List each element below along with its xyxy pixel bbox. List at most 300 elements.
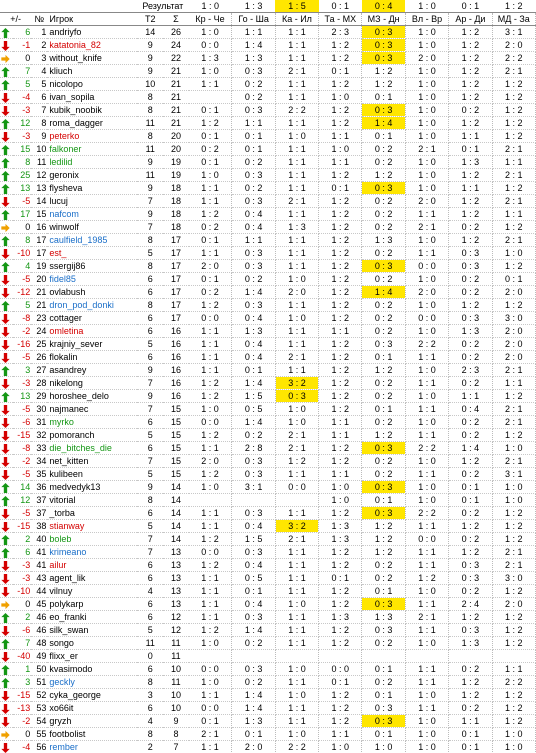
prediction-cell: 0 : 3: [232, 65, 275, 78]
sum-value: 15: [163, 442, 188, 455]
prediction-cell: 0 : 2: [232, 156, 275, 169]
trend-cell: [0, 598, 13, 611]
sum-value: 18: [163, 195, 188, 208]
prediction-cell: 0 : 3: [232, 468, 275, 481]
prediction-cell: 0 : 1: [189, 715, 232, 728]
prediction-cell: 2 : 2: [275, 741, 318, 753]
player-name: kliuch: [47, 65, 137, 78]
sum-value: 16: [163, 351, 188, 364]
table-row: [0, 234, 536, 247]
table-row: [0, 377, 536, 390]
prediction-cell: 0 : 2: [232, 637, 275, 650]
table-row: [0, 156, 536, 169]
prediction-cell: 0 : 2: [362, 221, 405, 234]
rank-number: 4: [31, 65, 47, 78]
prediction-cell: 1 : 2: [319, 273, 362, 286]
arrow-side-icon: [1, 54, 10, 64]
sum-value: 13: [163, 585, 188, 598]
t2-value: 4: [137, 715, 163, 728]
prediction-cell: 1 : 2: [492, 91, 535, 104]
prediction-cell: 0 : 3: [232, 299, 275, 312]
t2-value: 9: [137, 39, 163, 52]
t2-value: 5: [137, 468, 163, 481]
prediction-cell: 1 : 3: [319, 520, 362, 533]
table-row: [0, 104, 536, 117]
rank-number: 32: [31, 429, 47, 442]
prediction-cell: 1 : 0: [362, 741, 405, 753]
prediction-cell: 1 : 1: [189, 78, 232, 91]
prediction-cell: [232, 650, 275, 663]
player-name: eo_franki: [47, 611, 137, 624]
prediction-cell: 0 : 1: [189, 104, 232, 117]
prediction-cell: 1 : 0: [189, 637, 232, 650]
arrow-down-icon: [1, 522, 10, 532]
table-row: [0, 637, 536, 650]
t2-value: 8: [137, 234, 163, 247]
prediction-cell: 1 : 2: [362, 533, 405, 546]
arrow-up-icon: [1, 483, 10, 493]
prediction-cell: 1 : 1: [189, 585, 232, 598]
prediction-cell: 2 : 1: [275, 442, 318, 455]
sum-value: 8: [163, 728, 188, 741]
prediction-cell: 2 : 2: [405, 442, 448, 455]
prediction-cell: 0 : 3: [232, 507, 275, 520]
arrow-up-icon: [1, 171, 10, 181]
player-name: flokalin: [47, 351, 137, 364]
trend-cell: [0, 624, 13, 637]
diff-value: -15: [13, 689, 31, 702]
prediction-cell: 2 : 1: [492, 416, 535, 429]
prediction-cell: 0 : 0: [189, 702, 232, 715]
trend-cell: [0, 689, 13, 702]
arrow-side-icon: [1, 730, 10, 740]
prediction-cell: 1 : 3: [362, 234, 405, 247]
prediction-cell: 0 : 2: [449, 585, 492, 598]
t2-value: 8: [137, 299, 163, 312]
prediction-cell: 0 : 3: [232, 169, 275, 182]
trend-cell: [0, 559, 13, 572]
player-name: horoshee_delo: [47, 390, 137, 403]
trend-cell: [0, 117, 13, 130]
prediction-cell: 1 : 2: [492, 429, 535, 442]
prediction-cell: 3 : 2: [275, 520, 318, 533]
prediction-cell: 0 : 3: [362, 52, 405, 65]
prediction-cell: 1 : 1: [405, 429, 448, 442]
prediction-cell: 1 : 2: [492, 78, 535, 91]
player-name: agent_lik: [47, 572, 137, 585]
arrow-up-icon: [1, 80, 10, 90]
arrow-up-icon: [1, 639, 10, 649]
prediction-cell: 0 : 2: [449, 429, 492, 442]
prediction-cell: 1 : 2: [362, 429, 405, 442]
prediction-cell: 0 : 1: [362, 130, 405, 143]
prediction-cell: 0 : 4: [232, 312, 275, 325]
prediction-cell: 1 : 2: [319, 169, 362, 182]
player-name: omletina: [47, 325, 137, 338]
prediction-cell: 2 : 8: [232, 442, 275, 455]
player-name: cyka_george: [47, 689, 137, 702]
diff-value: 25: [13, 169, 31, 182]
table-row: [0, 143, 536, 156]
player-name: ledilid: [47, 156, 137, 169]
prediction-cell: 2 : 1: [275, 65, 318, 78]
result-cell: 1 : 5: [275, 0, 318, 13]
prediction-cell: 1 : 0: [405, 416, 448, 429]
arrow-down-icon: [1, 691, 10, 701]
t2-value: 3: [137, 689, 163, 702]
sum-value: 16: [163, 325, 188, 338]
player-name: ivan_sopila: [47, 91, 137, 104]
rank-number: 5: [31, 78, 47, 91]
trend-cell: [0, 325, 13, 338]
trend-cell: [0, 637, 13, 650]
trend-cell: [0, 546, 13, 559]
trend-cell: [0, 143, 13, 156]
prediction-cell: 1 : 2: [319, 559, 362, 572]
player-name: asandrey: [47, 364, 137, 377]
t2-value: 9: [137, 156, 163, 169]
prediction-cell: 2 : 0: [492, 351, 535, 364]
trend-cell: [0, 182, 13, 195]
arrow-up-icon: [1, 535, 10, 545]
prediction-cell: 1 : 2: [405, 572, 448, 585]
prediction-cell: 1 : 3: [232, 715, 275, 728]
trend-cell: [0, 520, 13, 533]
t2-value: 9: [137, 364, 163, 377]
diff-value: -3: [13, 377, 31, 390]
prediction-cell: 0 : 1: [189, 234, 232, 247]
t2-value: 8: [137, 130, 163, 143]
diff-value: 13: [13, 390, 31, 403]
sum-header: Σ: [163, 13, 188, 26]
prediction-cell: 0 : 0: [189, 312, 232, 325]
arrow-down-icon: [1, 41, 10, 51]
prediction-cell: 1 : 1: [405, 702, 448, 715]
rank-number: 25: [31, 338, 47, 351]
trend-cell: [0, 572, 13, 585]
prediction-cell: 1 : 1: [405, 468, 448, 481]
prediction-cell: 2 : 1: [405, 611, 448, 624]
rank-number: 51: [31, 676, 47, 689]
prediction-cell: 1 : 2: [492, 624, 535, 637]
table-row: [0, 676, 536, 689]
prediction-cell: 1 : 4: [232, 624, 275, 637]
t2-value: 8: [137, 91, 163, 104]
prediction-cell: 1 : 2: [319, 403, 362, 416]
t2-value: 7: [137, 455, 163, 468]
prediction-cell: 1 : 0: [189, 676, 232, 689]
trend-cell: [0, 130, 13, 143]
player-name: ssergij86: [47, 260, 137, 273]
sum-value: 26: [163, 26, 188, 39]
diff-value: 8: [13, 156, 31, 169]
prediction-cell: 1 : 1: [189, 611, 232, 624]
trend-cell: [0, 312, 13, 325]
player-name: polykarp: [47, 598, 137, 611]
prediction-cell: 0 : 4: [449, 403, 492, 416]
player-name: without_knife: [47, 52, 137, 65]
prediction-cell: 0 : 2: [362, 325, 405, 338]
prediction-cell: 1 : 1: [449, 182, 492, 195]
arrow-down-icon: [1, 418, 10, 428]
sum-value: 15: [163, 455, 188, 468]
rank-number: 20: [31, 273, 47, 286]
t2-value: 7: [137, 195, 163, 208]
prediction-cell: 2 : 0: [405, 286, 448, 299]
prediction-cell: 1 : 0: [319, 91, 362, 104]
prediction-cell: 1 : 1: [319, 416, 362, 429]
prediction-cell: 0 : 3: [362, 26, 405, 39]
prediction-cell: 1 : 0: [405, 494, 448, 507]
prediction-cell: 2 : 1: [275, 195, 318, 208]
prediction-cell: 1 : 2: [362, 520, 405, 533]
prediction-cell: 1 : 2: [319, 52, 362, 65]
diff-value: -6: [13, 624, 31, 637]
player-name: myrko: [47, 416, 137, 429]
prediction-cell: 1 : 1: [275, 299, 318, 312]
prediction-cell: 2 : 1: [492, 195, 535, 208]
t2-value: 5: [137, 247, 163, 260]
prediction-cell: 1 : 1: [275, 676, 318, 689]
arrow-down-icon: [1, 743, 10, 753]
diff-value: 1: [13, 663, 31, 676]
prediction-cell: 1 : 1: [405, 208, 448, 221]
result-cell: 1 : 3: [232, 0, 275, 13]
prediction-cell: 1 : 2: [449, 520, 492, 533]
prediction-cell: 0 : 5: [232, 572, 275, 585]
prediction-cell: 0 : 3: [232, 663, 275, 676]
t2-value: 2: [137, 741, 163, 753]
prediction-cell: 0 : 1: [189, 130, 232, 143]
prediction-cell: 1 : 1: [189, 338, 232, 351]
arrow-down-icon: [1, 444, 10, 454]
prediction-cell: 0 : 3: [232, 546, 275, 559]
prediction-cell: 2 : 0: [492, 598, 535, 611]
prediction-cell: 0 : 2: [232, 273, 275, 286]
sum-value: 17: [163, 299, 188, 312]
result-cell: 1 : 0: [405, 0, 448, 13]
prediction-cell: 1 : 2: [319, 260, 362, 273]
arrow-down-icon: [1, 405, 10, 415]
sum-value: 21: [163, 117, 188, 130]
trend-cell: [0, 156, 13, 169]
prediction-cell: 1 : 2: [492, 299, 535, 312]
prediction-cell: 0 : 1: [189, 273, 232, 286]
prediction-cell: 0 : 2: [362, 559, 405, 572]
prediction-cell: 1 : 0: [405, 117, 448, 130]
table-row: [0, 325, 536, 338]
table-row: [0, 585, 536, 598]
prediction-cell: 1 : 2: [319, 338, 362, 351]
prediction-cell: 1 : 1: [275, 234, 318, 247]
sum-value: 11: [163, 650, 188, 663]
prediction-cell: 1 : 4: [362, 117, 405, 130]
table-row: [0, 702, 536, 715]
diff-value: 2: [13, 611, 31, 624]
rank-number: 16: [31, 221, 47, 234]
prediction-cell: 2 : 0: [232, 741, 275, 753]
prediction-cell: 0 : 2: [449, 221, 492, 234]
rank-number: 27: [31, 364, 47, 377]
prediction-cell: 0 : 3: [362, 624, 405, 637]
table-row: [0, 182, 536, 195]
prediction-cell: 2 : 2: [492, 676, 535, 689]
player-name: ovlabush: [47, 286, 137, 299]
prediction-cell: 1 : 2: [492, 520, 535, 533]
sum-value: 16: [163, 364, 188, 377]
sum-value: 15: [163, 403, 188, 416]
prediction-cell: 2 : 2: [405, 338, 448, 351]
prediction-cell: 0 : 2: [232, 676, 275, 689]
prediction-cell: 1 : 1: [275, 546, 318, 559]
arrow-down-icon: [1, 470, 10, 480]
prediction-cell: 1 : 4: [232, 377, 275, 390]
prediction-cell: 1 : 0: [405, 299, 448, 312]
prediction-cell: 2 : 3: [319, 26, 362, 39]
diff-value: 6: [13, 26, 31, 39]
sum-value: 9: [163, 715, 188, 728]
table-row: [0, 559, 536, 572]
trend-cell: [0, 494, 13, 507]
player-name: kulibeen: [47, 468, 137, 481]
result-cell: 0 : 1: [449, 0, 492, 13]
rank-number: 24: [31, 325, 47, 338]
table-row: [0, 611, 536, 624]
arrow-up-icon: [1, 184, 10, 194]
diff-value: 2: [13, 533, 31, 546]
player-name: falkoner: [47, 143, 137, 156]
prediction-cell: 0 : 2: [362, 208, 405, 221]
prediction-cell: 1 : 0: [405, 481, 448, 494]
prediction-cell: 0 : 3: [362, 39, 405, 52]
prediction-cell: 2 : 0: [405, 195, 448, 208]
prediction-cell: 1 : 1: [189, 364, 232, 377]
prediction-cell: 0 : 0: [405, 260, 448, 273]
prediction-cell: 0 : 0: [189, 663, 232, 676]
trend-cell: [0, 91, 13, 104]
table-row: [0, 403, 536, 416]
diff-value: 7: [13, 637, 31, 650]
player-name: footbolist: [47, 728, 137, 741]
player-name: ailur: [47, 559, 137, 572]
prediction-cell: 2 : 1: [275, 429, 318, 442]
sum-value: 14: [163, 481, 188, 494]
prediction-cell: 1 : 2: [189, 429, 232, 442]
arrow-up-icon: [1, 665, 10, 675]
rank-number: 21: [31, 299, 47, 312]
t2-value: 11: [137, 169, 163, 182]
sum-value: 15: [163, 429, 188, 442]
prediction-cell: 1 : 2: [189, 377, 232, 390]
arrow-up-icon: [1, 301, 10, 311]
rank-number: 53: [31, 702, 47, 715]
prediction-cell: 0 : 2: [449, 104, 492, 117]
t2-value: 8: [137, 728, 163, 741]
prediction-cell: 1 : 2: [492, 390, 535, 403]
diff-value: 17: [13, 208, 31, 221]
prediction-cell: 1 : 0: [492, 481, 535, 494]
prediction-cell: 1 : 1: [189, 325, 232, 338]
trend-cell: [0, 65, 13, 78]
sum-value: 11: [163, 637, 188, 650]
prediction-cell: 1 : 2: [189, 117, 232, 130]
table-row: [0, 364, 536, 377]
arrow-side-icon: [1, 600, 10, 610]
prediction-cell: 1 : 2: [449, 299, 492, 312]
player-name: medvedyk13: [47, 481, 137, 494]
trend-cell: [0, 169, 13, 182]
prediction-cell: 0 : 2: [189, 221, 232, 234]
trend-cell: [0, 481, 13, 494]
player-name: est_: [47, 247, 137, 260]
rank-number: 30: [31, 403, 47, 416]
prediction-cell: 2 : 2: [275, 104, 318, 117]
prediction-cell: 1 : 2: [319, 637, 362, 650]
t2-value: 6: [137, 507, 163, 520]
prediction-cell: 1 : 0: [275, 728, 318, 741]
prediction-cell: 1 : 3: [319, 611, 362, 624]
rank-number: 10: [31, 143, 47, 156]
prediction-cell: 0 : 2: [362, 455, 405, 468]
match-header: МЗ - Дн: [362, 13, 405, 26]
prediction-cell: 2 : 1: [275, 533, 318, 546]
prediction-cell: 0 : 3: [362, 442, 405, 455]
t2-value: 6: [137, 663, 163, 676]
table-row: [0, 546, 536, 559]
prediction-cell: 0 : 2: [189, 143, 232, 156]
sum-value: 12: [163, 611, 188, 624]
rank-number: 33: [31, 442, 47, 455]
trend-cell: [0, 455, 13, 468]
prediction-cell: 3 : 0: [492, 312, 535, 325]
trend-cell: [0, 286, 13, 299]
prediction-cell: 1 : 1: [275, 78, 318, 91]
prediction-cell: 1 : 1: [275, 468, 318, 481]
player-name: krimeano: [47, 546, 137, 559]
trend-cell: [0, 299, 13, 312]
prediction-cell: 1 : 2: [319, 39, 362, 52]
prediction-cell: 1 : 0: [405, 390, 448, 403]
rank-number: 38: [31, 520, 47, 533]
trend-cell: [0, 442, 13, 455]
trend-cell: [0, 104, 13, 117]
prediction-cell: 1 : 1: [189, 442, 232, 455]
diff-value: -8: [13, 442, 31, 455]
prediction-cell: 1 : 2: [189, 559, 232, 572]
diff-value: -5: [13, 351, 31, 364]
prediction-cell: 1 : 1: [319, 325, 362, 338]
prediction-cell: 2 : 4: [449, 598, 492, 611]
prediction-cell: 1 : 2: [449, 195, 492, 208]
rank-number: 6: [31, 91, 47, 104]
rank-number: 34: [31, 455, 47, 468]
sum-value: 20: [163, 130, 188, 143]
prediction-cell: 1 : 2: [319, 598, 362, 611]
sum-value: 7: [163, 741, 188, 753]
num-header: №: [31, 13, 47, 26]
prediction-cell: 1 : 2: [492, 260, 535, 273]
prediction-cell: [275, 650, 318, 663]
table-row: [0, 273, 536, 286]
table-row: [0, 286, 536, 299]
match-header: Кр - Че: [189, 13, 232, 26]
prediction-cell: 0 : 1: [449, 741, 492, 753]
prediction-cell: 2 : 0: [492, 39, 535, 52]
prediction-cell: 1 : 2: [189, 299, 232, 312]
rank-number: 12: [31, 169, 47, 182]
diff-value: 0: [13, 598, 31, 611]
prediction-cell: 1 : 5: [232, 390, 275, 403]
